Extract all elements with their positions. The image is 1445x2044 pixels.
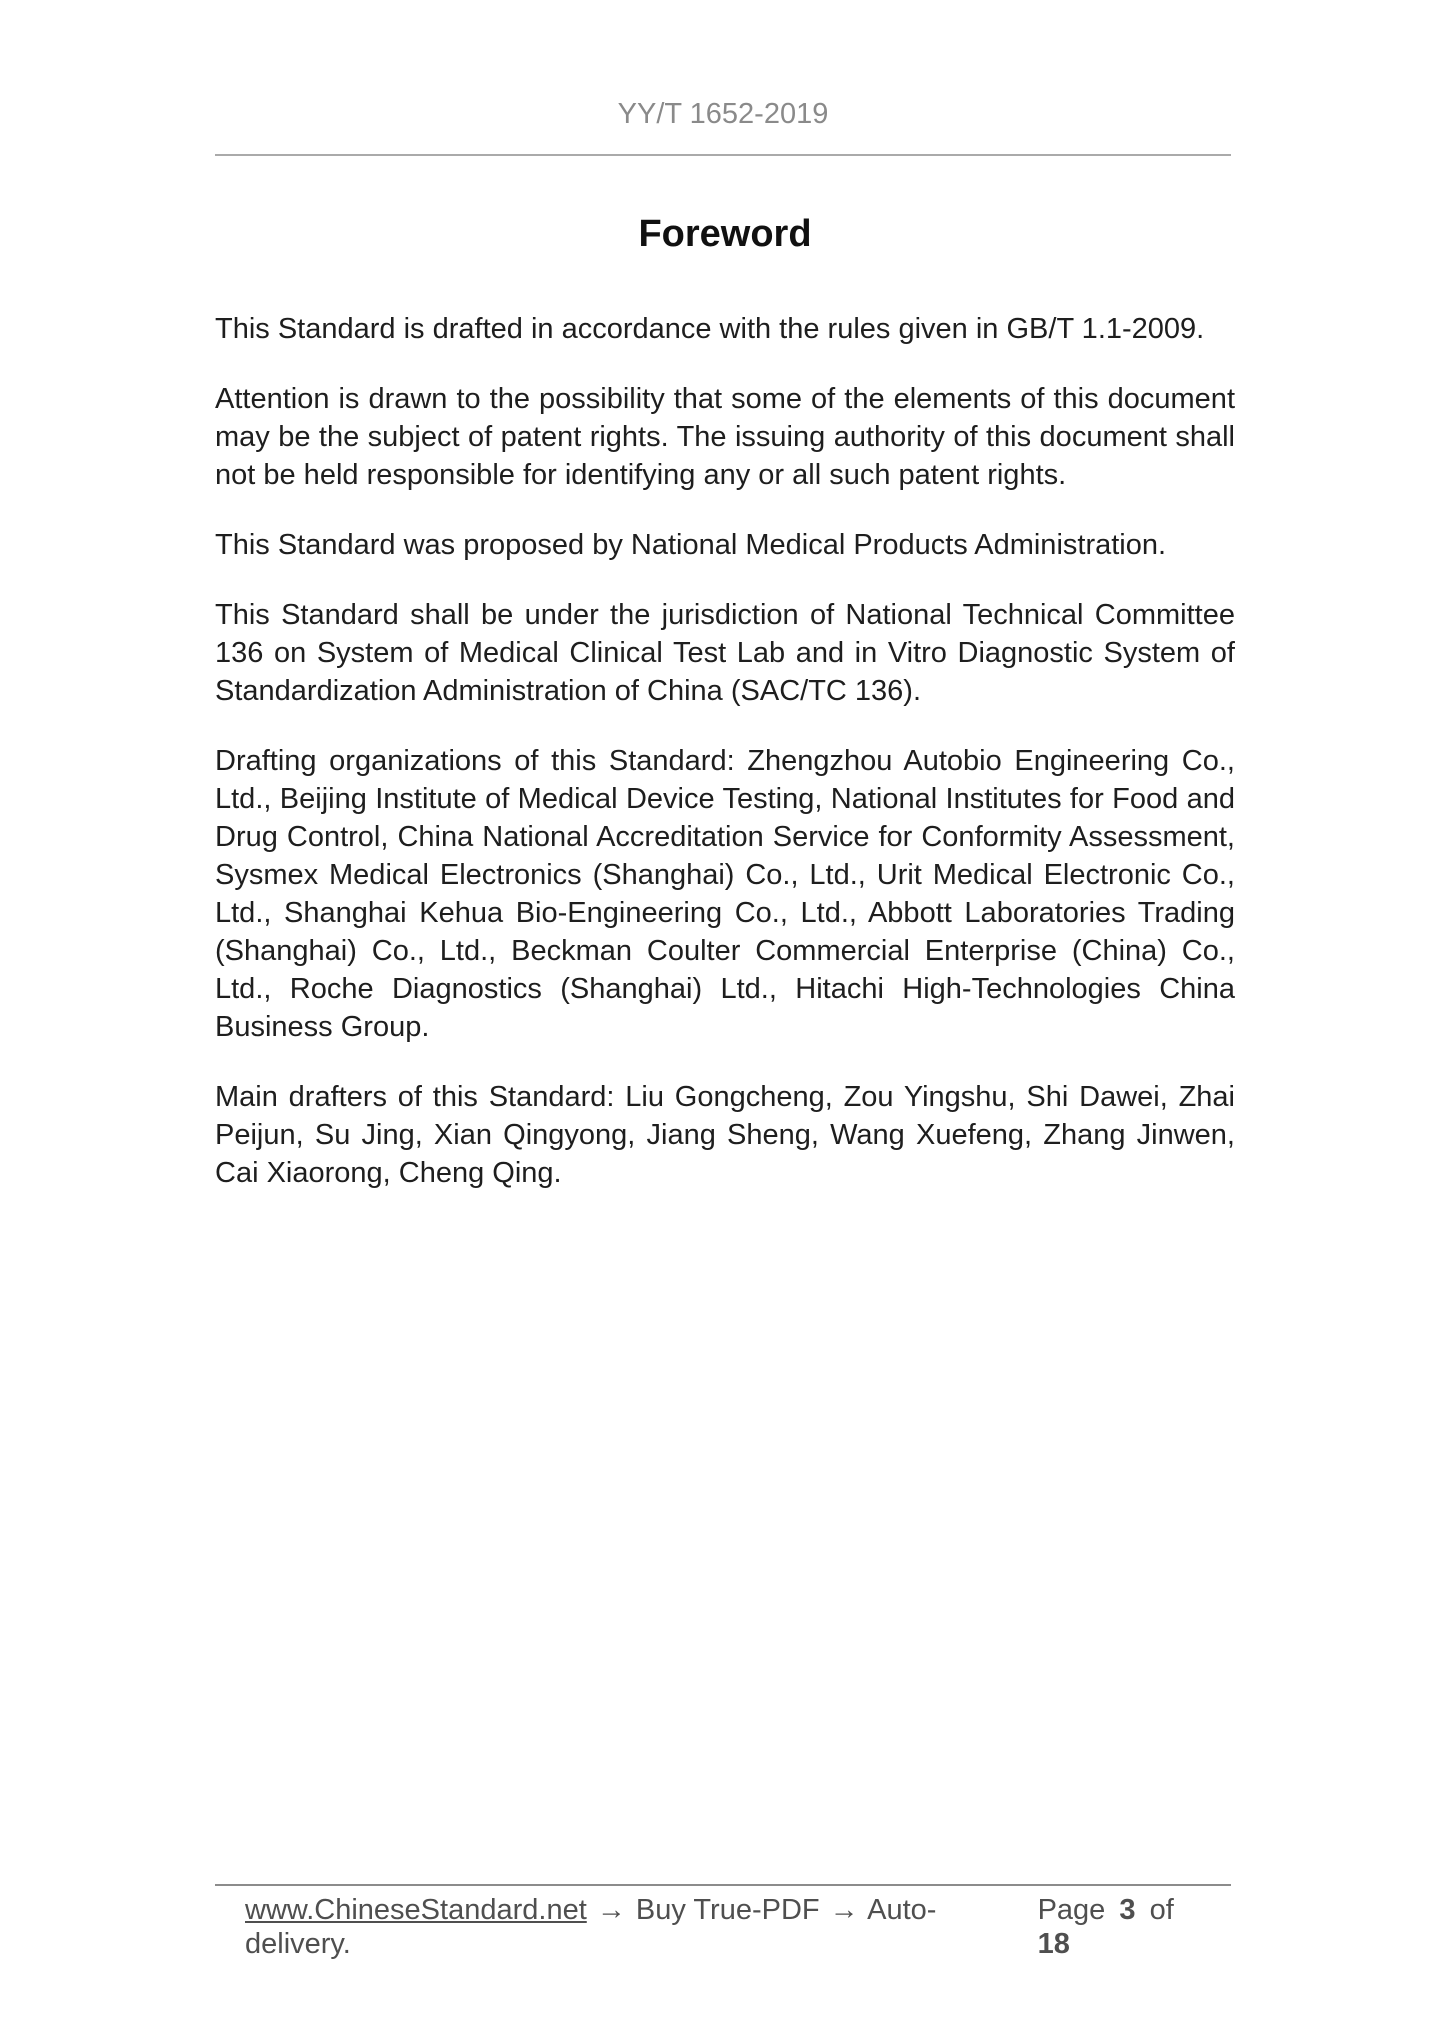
paragraph-patent-notice: Attention is drawn to the possibility that some of the elements of this document may be the subject of patent rights. The issuing authority of this document shall not be held responsible for identifying any or all such patent rights.: [215, 383, 1235, 491]
footer-row: [215, 1893, 1231, 1961]
paragraph-drafting-rules: This Standard is drafted in accordance with the rules given in GB/T 1.1-2009.: [215, 313, 1205, 345]
document-footer: [215, 1884, 1231, 1961]
total-page-number: 18: [1037, 1928, 1070, 1960]
buy-truepdf-label: Buy True-PDF: [635, 1894, 820, 1926]
paragraph-drafting-organizations: Drafting organizations of this Standard: Zhengzhou Autobio Engineering Co., Ltd., Beijing Institute of Medical Device Testing, National Institutes for Food and Drug Control, China National Accreditation Service for Conformity Assessment, Sysmex Medical Electronics (Shanghai) Co., Ltd., Urit Medical Electronic Co., Ltd., Shanghai Kehua Bio-Engineering Co., Ltd., Abbott Laboratories Trading (Shanghai) Co., Ltd., Beckman Coulter Commercial Enterprise (China) Co., Ltd., Roche Diagnostics (Shanghai) Ltd., Hitachi High-Technologies China Business Group.: [215, 745, 1235, 1043]
auto-delivery-label: Auto-delivery.: [245, 1894, 937, 1960]
site-link[interactable]: www.ChineseStandard.net: [245, 1894, 587, 1926]
page-label: Page: [1037, 1894, 1106, 1926]
footer-delivery-info: [245, 1893, 1038, 1961]
of-label: of: [1149, 1894, 1174, 1926]
doc-code-header: YY/T 1652-2019: [617, 98, 829, 130]
paragraph-jurisdiction: This Standard shall be under the jurisdiction of National Technical Committee 136 on System of Medical Clinical Test Lab and in Vitro Diagnostic System of Standardization Administration of China (SAC/TC 136).: [215, 599, 1235, 707]
page-title: Foreword: [638, 213, 812, 255]
paragraph-proposed-by: This Standard was proposed by National Medical Products Administration.: [215, 529, 1167, 561]
paragraph-main-drafters: Main drafters of this Standard: Liu Gongcheng, Zou Yingshu, Shi Dawei, Zhai Peijun, Su Jing, Xian Qingyong, Jiang Sheng, Wang Xuefeng, Zhang Jinwen, Cai Xiaorong, Cheng Qing.: [215, 1081, 1235, 1189]
arrow-right-icon: →: [829, 1894, 859, 1926]
document-body: [215, 0, 1235, 1224]
page-indicator: [1038, 1893, 1231, 1961]
current-page-number: 3: [1119, 1894, 1136, 1926]
footer-divider: [215, 1884, 1231, 1886]
arrow-right-icon: →: [596, 1894, 626, 1926]
